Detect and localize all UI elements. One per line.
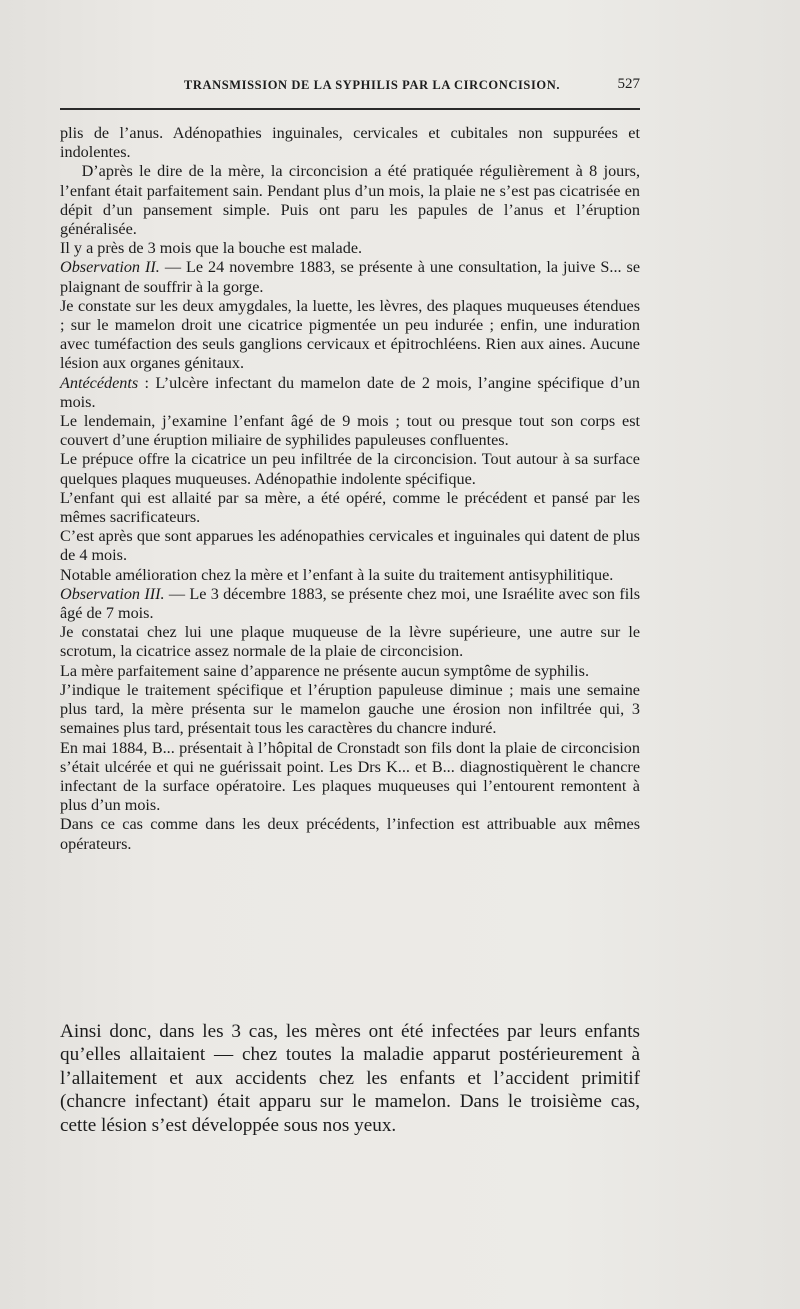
- paragraph: Je constatai chez lui une plaque muqueuse de la lèvre supérieure, une autre sur le scrotum, la cicatrice assez normale de la plaie de circoncision.: [60, 623, 640, 661]
- paragraph: Notable amélioration chez la mère et l’enfant à la suite du traitement antisyphilitique.: [60, 565, 614, 584]
- antecedents-heading: Antécédents: [60, 373, 139, 392]
- paragraph: Observation III. — Le 3 décembre 1883, se présente chez moi, une Israélite avec son fils âgé de 7 mois.: [60, 584, 640, 623]
- closing-paragraph: [60, 1020, 640, 1137]
- closing-text: Ainsi donc, dans les 3 cas, les mères ont été infectées par leurs enfants qu’elles allaitaient — chez toutes la maladie apparut postérieurement à l’allaitement et aux accidents chez les enfants et l’accident primitif (chancre infectant) était apparu sur le mamelon. Dans le troisième cas, cette lésion s’est développée sous nos yeux.: [60, 1021, 640, 1136]
- paragraph: J’indique le traitement spécifique et l’éruption papuleuse diminue ; mais une semaine plus tard, la mère présenta sur le mamelon gauche une érosion non infiltrée qui, 3 semaines plus tard, présentait tous les caractères du chancre induré.: [60, 680, 640, 738]
- paragraph: C’est après que sont apparues les adénopathies cervicales et inguinales qui datent de plus de 4 mois.: [60, 527, 640, 565]
- paragraph: Je constate sur les deux amygdales, la luette, les lèvres, des plaques muqueuses étendues ; sur le mamelon droit une cicatrice pigmentée un peu indurée ; enfin, une induration avec tuméfaction des seuls ganglions cervicaux et épitrochléens. Rien aux aines. Aucune lésion aux organes génitaux.: [60, 296, 640, 373]
- paragraph: L’enfant qui est allaité par sa mère, a été opéré, comme le précédent et pansé par les mêmes sacrificateurs.: [60, 488, 640, 527]
- running-title: TRANSMISSION DE LA SYPHILIS PAR LA CIRCONCISION.: [183, 78, 561, 92]
- observation-heading: Observation III.: [60, 584, 165, 603]
- page-number: 527: [617, 76, 640, 92]
- paragraph: En mai 1884, B... présentait à l’hôpital de Cronstadt son fils dont la plaie de circoncision s’était ulcérée et qui ne guérissait point. Les Drs K... et B... diagnostiquèrent le chancre infectant de la surface opératoire. Les plaques muqueuses qui l’entourent remontent à plus d’un mois.: [60, 738, 640, 815]
- paragraph: La mère parfaitement saine d’apparence ne présente aucun symptôme de syphilis.: [60, 661, 590, 680]
- paragraph: Il y a près de 3 mois que la bouche est malade.: [60, 239, 363, 258]
- paragraph: plis de l’anus. Adénopathies inguinales, cervicales et cubitales non suppurées et indolentes.: [60, 124, 640, 162]
- paragraph: Antécédents : L’ulcère infectant du mamelon date de 2 mois, l’angine spécifique d’un mois.: [60, 373, 640, 411]
- paragraph: Le lendemain, j’examine l’enfant âgé de 9 mois ; tout ou presque tout son corps est couvert d’une éruption miliaire de syphilides papuleuses confluentes.: [60, 412, 640, 450]
- page-header: [60, 78, 640, 100]
- paragraph: Dans ce cas comme dans les deux précédents, l’infection est attribuable aux mêmes opérateurs.: [60, 815, 640, 853]
- paragraph: Observation II. — Le 24 novembre 1883, se présente à une consultation, la juive S... se plaignant de souffrir à la gorge.: [60, 258, 640, 296]
- paragraph: Le prépuce offre la cicatrice un peu infiltrée de la circoncision. Tout autour à sa surface quelques plaques muqueuses. Adénopathie indolente spécifique.: [60, 450, 640, 488]
- header-rule: [60, 108, 640, 110]
- paragraph: D’après le dire de la mère, la circoncision a été pratiquée régulièrement à 8 jours, l’enfant était parfaitement sain. Pendant plus d’un mois, la plaie ne s’est pas cicatrisée en dépit d’un pansement simple. Puis ont paru les papules de l’anus et l’éruption généralisée.: [60, 162, 640, 239]
- body-text: [60, 124, 640, 854]
- observation-heading: Observation II.: [60, 258, 160, 277]
